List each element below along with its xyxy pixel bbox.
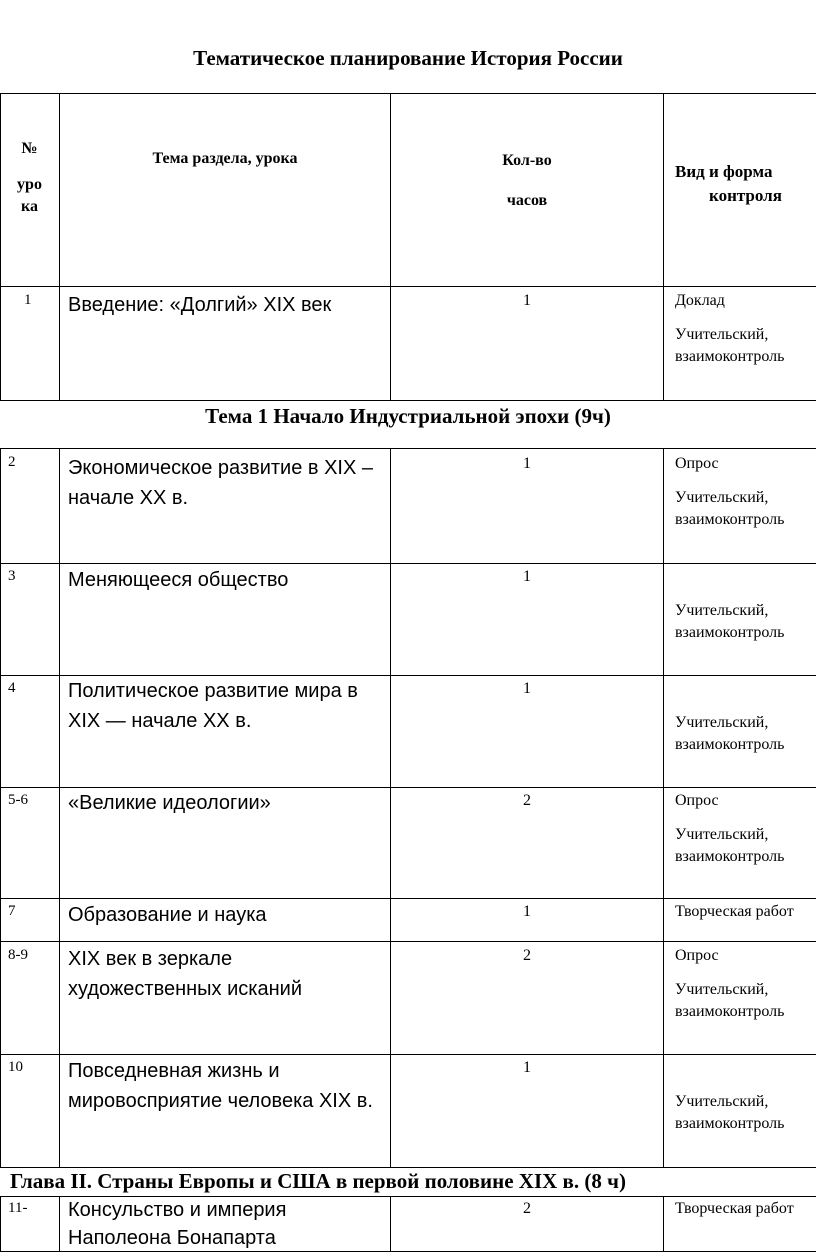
header-hours: Кол-во часов — [502, 152, 552, 209]
lesson-hours: 2 — [523, 1200, 531, 1217]
page-title: Тематическое планирование История России — [193, 46, 623, 70]
lesson-number: 4 — [8, 680, 16, 696]
lesson-control: Творческая работ — [675, 1200, 794, 1217]
header-num: № уро ка — [17, 140, 42, 215]
lesson-hours: 1 — [523, 1059, 531, 1076]
lesson-hours: 2 — [523, 792, 531, 809]
lesson-number: 10 — [8, 1059, 23, 1075]
lesson-hours: 1 — [523, 568, 531, 585]
lesson-hours: 1 — [523, 680, 531, 697]
lesson-topic: Политическое развитие мира в XIX — начале XX в. — [68, 680, 358, 732]
lesson-topic: Экономическое развитие в XIX – начале XX в. — [68, 457, 373, 509]
lesson-control: Доклад Учительский, взаимоконтроль — [675, 292, 785, 365]
lesson-number: 3 — [8, 568, 16, 584]
section-heading: Тема 1 Начало Индустриальной эпохи (9ч) — [205, 404, 611, 428]
lesson-topic: Введение: «Долгий» XIX век — [68, 294, 332, 316]
header-control: Вид и форма контроля — [675, 162, 782, 205]
lesson-control: Опрос Учительский, взаимоконтроль — [675, 947, 785, 1020]
lesson-topic: Консульство и империя Наполеона Бонапарта — [68, 1199, 287, 1249]
lesson-hours: 1 — [523, 292, 531, 309]
lesson-topic: Образование и наука — [68, 904, 267, 926]
lesson-hours: 2 — [523, 947, 531, 964]
lesson-number: 1 — [24, 292, 32, 308]
lesson-topic: XIX век в зеркале художественных исканий — [68, 948, 302, 1000]
lesson-number: 2 — [8, 454, 16, 470]
lesson-control: Учительский, взаимоконтроль — [675, 714, 785, 753]
lesson-control: Творческая работ — [675, 903, 794, 920]
lesson-topic: «Великие идеологии» — [68, 792, 271, 814]
lesson-hours: 1 — [523, 903, 531, 920]
header-topic: Тема раздела, урока — [152, 150, 298, 167]
lesson-topic: Повседневная жизнь и мировосприятие человека XIX в. — [68, 1060, 373, 1112]
lesson-control: Учительский, взаимоконтроль — [675, 1093, 785, 1132]
chapter-heading: Глава II. Страны Европы и США в первой половине XIX в. (8 ч) — [10, 1169, 626, 1193]
lesson-number: 5-6 — [8, 792, 28, 808]
lesson-number: 8-9 — [8, 947, 28, 963]
lesson-number: 7 — [8, 903, 16, 919]
lesson-number: 11- — [8, 1200, 28, 1216]
lesson-control: Учительский, взаимоконтроль — [675, 602, 785, 641]
lesson-hours: 1 — [523, 455, 531, 472]
lesson-topic: Меняющееся общество — [68, 569, 289, 591]
lesson-control: Опрос Учительский, взаимоконтроль — [675, 455, 785, 528]
lesson-control: Опрос Учительский, взаимоконтроль — [675, 792, 785, 865]
